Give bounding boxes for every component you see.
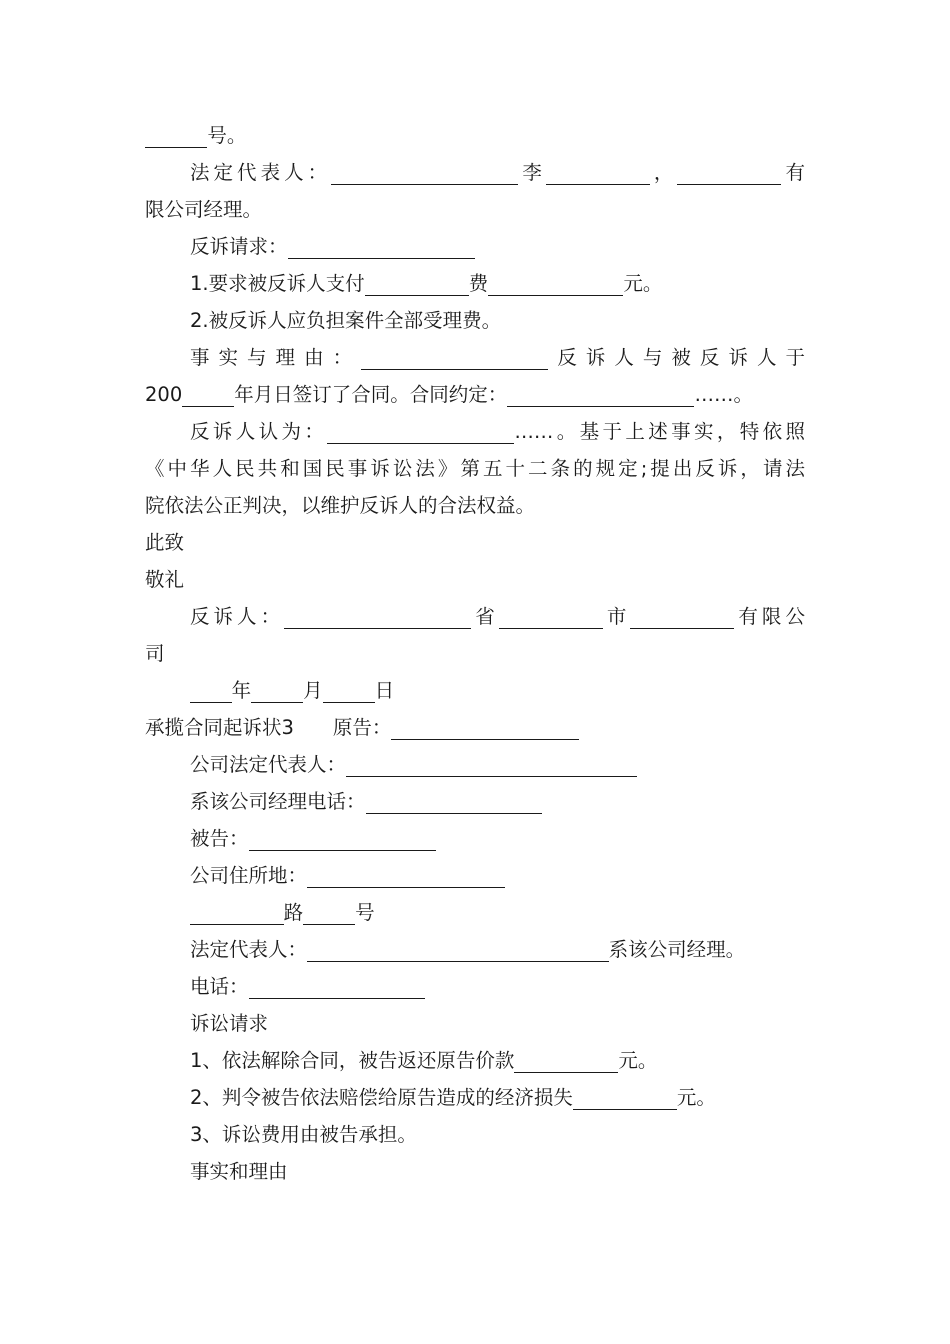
doc-line: 限公司经理。: [145, 198, 263, 221]
fill-in-blank: [251, 678, 303, 703]
fill-in-blank: [573, 1085, 677, 1110]
doc-line: 司: [145, 642, 165, 665]
doc-line: 反诉请求：: [145, 228, 805, 265]
doc-line: 200 年月日签订了合同。合同约定： ……。: [145, 383, 753, 406]
fill-in-blank: [346, 752, 637, 777]
doc-line: 事实与理由： 反诉人与被反诉人于: [190, 346, 805, 369]
doc-line: 3、诉讼费用由被告承担。: [190, 1123, 417, 1146]
doc-line: 公司住所地：: [145, 857, 805, 894]
fill-in-blank: [323, 678, 375, 703]
document-page: [145, 117, 805, 1190]
doc-line: 法定代表人： 李 ， 有: [190, 161, 805, 184]
fill-in-blank: [249, 974, 426, 999]
doc-line: 电话：: [145, 968, 805, 1005]
doc-line: 反诉人认为： ……。基于上述事实，特依照: [190, 420, 805, 443]
doc-line: 1、依法解除合同，被告返还原告价款 元。: [190, 1049, 658, 1072]
doc-line: 《中华人民共和国民事诉讼法》第五十二条的规定;提出反诉，请法: [145, 457, 805, 480]
fill-in-blank: [677, 160, 781, 185]
fill-in-blank: [499, 604, 603, 629]
fill-in-blank: [307, 937, 609, 962]
fill-in-blank: [303, 900, 355, 925]
doc-line: 1.要求被反诉人支付 费 元。: [190, 272, 663, 295]
doc-line: 院依法公正判决，以维护反诉人的合法权益。: [145, 494, 536, 517]
doc-line: 2.被反诉人应负担案件全部受理费。: [190, 309, 502, 332]
doc-line: 被告：: [145, 820, 805, 857]
fill-in-blank: [331, 160, 518, 185]
fill-in-blank: [327, 419, 514, 444]
doc-line: 事实和理由: [190, 1160, 288, 1183]
fill-in-blank: [488, 271, 623, 296]
fill-in-blank: [366, 789, 543, 814]
fill-in-blank: [546, 160, 650, 185]
fill-in-blank: [182, 382, 234, 407]
doc-line: 此致: [145, 531, 185, 554]
doc-line: 2、判令被告依法赔偿给原告造成的经济损失 元。: [190, 1086, 716, 1109]
fill-in-blank: [361, 345, 548, 370]
fill-in-blank: [630, 604, 734, 629]
fill-in-blank: [190, 900, 284, 925]
doc-line: 法定代表人： 系该公司经理。: [190, 938, 746, 961]
doc-line: 系该公司经理电话：: [145, 783, 805, 820]
fill-in-blank: [391, 715, 578, 740]
doc-line: 承揽合同起诉状3 原告：: [145, 709, 805, 746]
fill-in-blank: [514, 1048, 618, 1073]
doc-line: 公司法定代表人：: [145, 746, 805, 783]
doc-line: 年 月 日: [145, 672, 805, 709]
doc-line: 号。: [145, 117, 805, 154]
fill-in-blank: [365, 271, 469, 296]
fill-in-blank: [307, 863, 505, 888]
fill-in-blank: [249, 826, 436, 851]
doc-line: 路 号: [145, 894, 805, 931]
fill-in-blank: [288, 234, 475, 259]
doc-line: 反诉人： 省 市 有限公: [190, 605, 805, 628]
fill-in-blank: [190, 678, 232, 703]
doc-line: 诉讼请求: [190, 1012, 269, 1035]
fill-in-blank: [284, 604, 471, 629]
doc-line: 敬礼: [145, 568, 185, 591]
fill-in-blank: [145, 123, 207, 148]
fill-in-blank: [507, 382, 694, 407]
